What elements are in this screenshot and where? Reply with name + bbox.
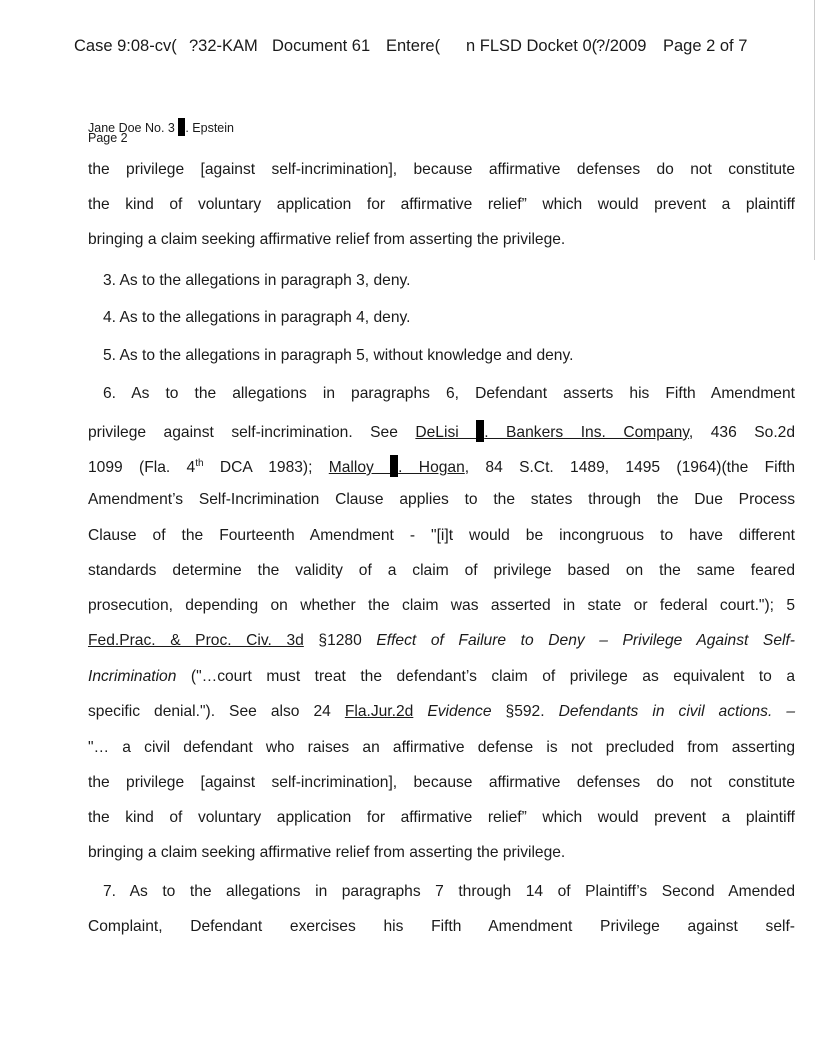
header-date: ?/2009 xyxy=(596,37,647,55)
caption-plaintiff: Jane Doe No. 3 xyxy=(88,121,175,135)
text-span: , 436 So.2d xyxy=(688,424,795,441)
text-span: 4. As to the allegations in paragraph 4, deny. xyxy=(103,309,411,326)
text-line xyxy=(88,667,795,687)
text-span: Amendment’s Self-Incrimination Clause applies to the states through the Due Process xyxy=(88,491,795,508)
text-line xyxy=(88,738,795,758)
text-span: Clause of the Fourteenth Amendment - "[i]t would be incongruous to have different xyxy=(88,527,795,544)
citation: DeLisi xyxy=(415,424,477,441)
text-span: 3. As to the allegations in paragraph 3, deny. xyxy=(103,272,411,289)
text-span: the privilege [against self-incrimination], because affirmative defenses do not constitute xyxy=(88,161,795,178)
text-line xyxy=(88,596,795,616)
header-document: Document 61 xyxy=(272,37,371,55)
text-span: 5. As to the allegations in paragraph 5, without knowledge and deny. xyxy=(103,347,574,364)
citation: . Bankers Ins. Company xyxy=(484,424,689,441)
text-span: Incrimination xyxy=(88,668,177,685)
header-page: Page 2 of 7 xyxy=(663,37,748,55)
text-span: privilege against self-incrimination. See xyxy=(88,424,416,441)
text-span: 6. As to the allegations in paragraphs 6, Defendant asserts his Fifth Amendment xyxy=(103,385,795,402)
text-span: §592. xyxy=(491,703,559,720)
caption-defendant: . Epstein xyxy=(185,121,234,135)
text-line xyxy=(88,702,795,722)
text-line xyxy=(103,384,795,404)
text-span: , 84 S.Ct. 1489, 1495 (1964)(the Fifth xyxy=(464,459,795,476)
text-line xyxy=(103,271,795,291)
text-span: bringing a claim seeking affirmative relief from asserting the privilege. xyxy=(88,844,566,861)
header-docket: n FLSD Docket 0( xyxy=(466,37,598,55)
citation: Fed.Prac. & Proc. Civ. 3d xyxy=(88,632,304,649)
text-span: "… a civil defendant who raises an affirmative defense is not precluded from asserting xyxy=(88,739,795,756)
text-span: the kind of voluntary application for affirmative relief” which would prevent a plaintiff xyxy=(88,196,795,213)
text-span: §1280 xyxy=(303,632,377,649)
text-line xyxy=(103,346,795,366)
header-case: Case 9:08-cv( xyxy=(74,37,177,55)
citation: . Hogan xyxy=(398,459,465,476)
text-line xyxy=(103,882,795,902)
header-entered: Entere( xyxy=(386,37,441,55)
text-line xyxy=(88,843,795,863)
text-span: the privilege [against self-incrimination], because affirmative defenses do not constitute xyxy=(88,774,795,791)
citation: Malloy xyxy=(328,459,391,476)
text-span: the kind of voluntary application for affirmative relief” which would prevent a plaintiff xyxy=(88,809,795,826)
text-line xyxy=(103,308,795,328)
text-line xyxy=(88,230,795,250)
text-span: Complaint, Defendant exercises his Fifth Amendment Privilege against self- xyxy=(88,918,795,935)
scan-edge xyxy=(814,0,815,260)
text-line xyxy=(88,773,795,793)
text-span: th xyxy=(195,457,204,469)
text-span: Evidence xyxy=(427,703,492,720)
caption-page: Page 2 xyxy=(88,131,128,145)
redaction-box xyxy=(476,420,484,442)
text-span xyxy=(413,703,427,720)
text-span: prosecution, depending on whether the claim was asserted in state or federal court."); 5 xyxy=(88,597,795,614)
text-span: bringing a claim seeking affirmative relief from asserting the privilege. xyxy=(88,231,566,248)
text-line xyxy=(88,917,795,937)
text-span: DCA 1983); xyxy=(203,459,329,476)
text-line xyxy=(88,808,795,828)
text-line xyxy=(88,455,795,478)
text-line xyxy=(88,420,795,443)
text-span: 1099 (Fla. 4 xyxy=(88,459,196,476)
text-line xyxy=(88,160,795,180)
text-span: Effect of Failure to Deny – Privilege Against Self- xyxy=(376,632,795,649)
text-line xyxy=(88,561,795,581)
text-span: standards determine the validity of a claim of privilege based on the same feared xyxy=(88,562,795,579)
text-span: specific denial."). See also 24 xyxy=(88,703,345,720)
text-line xyxy=(88,195,795,215)
text-span: Defendants in civil actions. – xyxy=(558,703,795,720)
text-span: ("…court must treat the defendant’s claim of privilege as equivalent to a xyxy=(176,668,795,685)
text-line xyxy=(88,526,795,546)
text-line xyxy=(88,631,795,651)
header-case-number: ?32-KAM xyxy=(189,37,258,55)
citation: Fla.Jur.2d xyxy=(344,703,414,720)
text-line xyxy=(88,490,795,510)
text-span: 7. As to the allegations in paragraphs 7 through 14 of Plaintiff’s Second Amended xyxy=(103,883,795,900)
redaction-box xyxy=(390,455,398,477)
